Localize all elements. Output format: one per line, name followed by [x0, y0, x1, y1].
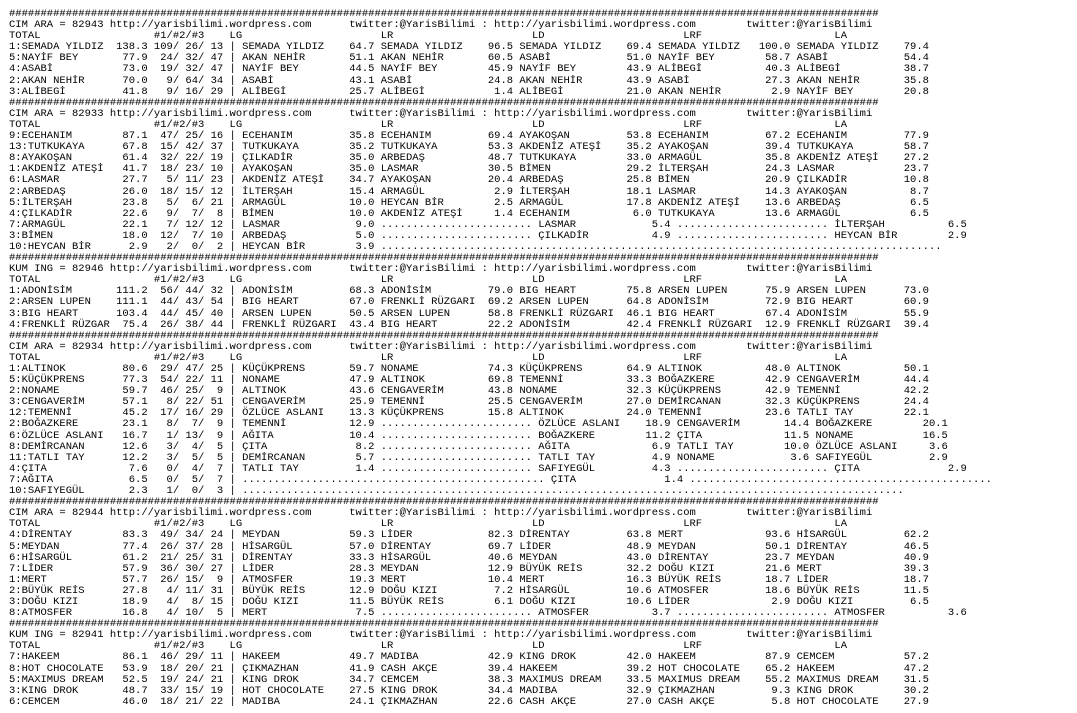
race-header-line: KUM ING = 82941 http://yarisbilimi.wordpress.com twitter:@YarisBilimi : http://yarisbilimi.wordpress.com twitter:@YarisBilimi [9, 629, 873, 642]
race-header-line: CIM ARA = 82943 http://yarisbilimi.wordpress.com twitter:@YarisBilimi : http://yarisbilimi.wordpress.com twitter:@YarisBilimi [9, 19, 873, 32]
race-block [9, 508, 1077, 619]
race-header-line: CIM ARA = 82934 http://yarisbilimi.wordpress.com twitter:@YarisBilimi : http://yarisbilimi.wordpress.com twitter:@YarisBilimi [9, 340, 873, 353]
separator-line: ########################################################################################################################################## [9, 497, 879, 509]
result-row: 2:BÜYÜK REİS 27.8 4/ 11/ 31 | BÜYÜK REİS 12.9 DOĞU KIZI 7.2 HİSARGÜL 10.6 ATMOSFER 18.6 BÜYÜK REİS 11.5 [9, 584, 929, 597]
result-row: 1:AKDENİZ ATEŞİ 41.7 18/ 23/ 10 | AYAKOŞAN 35.0 LASMAR 30.5 BİMEN 29.2 İLTERŞAH 24.3 LASMAR 23.7 [9, 163, 929, 176]
result-row: 4:ÇILKADİR 22.6 9/ 7/ 8 | BİMEN 10.0 AKDENİZ ATEŞİ 1.4 ECEHANIM 6.0 TUTKUKAYA 13.6 ARMAGÜL 6.5 [9, 207, 929, 220]
result-row: 7:ARMAGÜL 22.1 7/ 12/ 12 | LASMAR 9.0 ........................ LASMAR 5.4 ........................ İLTERŞAH 6.5 [9, 218, 967, 231]
result-row: 8:HOT CHOCOLATE 53.9 18/ 20/ 21 | ÇIKMAZHAN 41.9 CASH AKÇE 39.4 HAKEEM 39.2 HOT CHOCOLATE 65.2 HAKEEM 47.2 [9, 662, 929, 675]
result-row: 5:MEYDAN 77.4 26/ 37/ 28 | HİSARGÜL 57.0 DİRENTAY 69.7 LİDER 48.9 MEYDAN 50.1 DİRENTAY 46.5 [9, 540, 929, 553]
result-row: 5:İLTERŞAH 23.8 5/ 6/ 21 | ARMAGÜL 10.0 HEYCAN BİR 2.5 ARMAGÜL 17.8 AKDENİZ ATEŞİ 13.6 ARBEDAŞ 6.5 [9, 196, 929, 209]
result-row: 1:MERT 57.7 26/ 15/ 9 | ATMOSFER 19.3 MERT 10.4 MERT 16.3 BÜYÜK REİS 18.7 LİDER 18.7 [9, 573, 929, 586]
result-row: 10:HEYCAN BİR 2.9 2/ 0/ 2 | HEYCAN BİR 3.9 ......................................................................................... [9, 240, 942, 253]
result-row: 3:CENGAVERİM 57.1 8/ 22/ 51 | CENGAVERİM 25.9 TEMENNİ 25.5 CENGAVERİM 27.0 DEMİRCANAN 32.3 KÜÇÜKPRENS 24.4 [9, 396, 929, 409]
race-block [9, 109, 1077, 253]
result-row: 5:NAYİF BEY 77.9 24/ 32/ 47 | AKAN NEHİR 51.1 AKAN NEHİR 60.5 ASABİ 51.0 NAYİF BEY 58.7 ASABİ 54.4 [9, 52, 929, 65]
result-row: 12:TEMENNİ 45.2 17/ 16/ 29 | ÖZLÜCE ASLANI 13.3 KÜÇÜKPRENS 15.8 ALTINOK 24.0 TEMENNİ 23.6 TATLI TAY 22.1 [9, 407, 929, 420]
result-row: 3:BIG HEART 103.4 44/ 45/ 40 | ARSEN LUPEN 50.5 ARSEN LUPEN 58.8 FRENKLİ RÜZGARI 46.1 BIG HEART 67.4 ADONİSİM 55.9 [9, 307, 929, 320]
race-block [9, 342, 1077, 497]
result-row: 2:ARBEDAŞ 26.0 18/ 15/ 12 | İLTERŞAH 15.4 ARMAGÜL 2.9 İLTERŞAH 18.1 LASMAR 14.3 AYAKOŞAN 8.7 [9, 185, 929, 198]
race-block [9, 264, 1077, 331]
separator-line: ########################################################################################################################################## [9, 97, 879, 109]
column-header-line: TOTAL #1/#2/#3 LG LR LD LRF LA [9, 274, 848, 287]
result-row: 8:DEMİRCANAN 12.6 3/ 4/ 5 | ÇITA 8.2 ........................ AĞITA 6.9 TATLI TAY 10.0 ÖZLÜCE ASLANI 3.6 [9, 440, 948, 453]
result-row: 3:KING DROK 48.7 33/ 15/ 19 | HOT CHOCOLATE 27.5 KING DROK 34.4 MADIBA 32.9 ÇIKMAZHAN 9.3 KING DROK 30.2 [9, 684, 929, 697]
column-header-line: TOTAL #1/#2/#3 LG LR LD LRF LA [9, 640, 848, 653]
result-row: 2:AKAN NEHİR 70.0 9/ 64/ 34 | ASABİ 43.1 ASABİ 24.8 AKAN NEHİR 43.9 ASABİ 27.3 AKAN NEHİR 35.8 [9, 74, 929, 87]
result-row: 3:DOĞU KIZI 18.9 4/ 8/ 15 | DOĞU KIZI 11.5 BÜYÜK REİS 6.1 DOĞU KIZI 10.6 LİDER 2.9 DOĞU KIZI 6.5 [9, 595, 929, 608]
result-row: 6:CEMCEM 46.0 18/ 21/ 22 | MADIBA 24.1 ÇIKMAZHAN 22.6 CASH AKÇE 27.0 CASH AKÇE 5.8 HOT CHOCOLATE 27.9 [9, 695, 929, 708]
result-row: 1:ALTINOK 80.6 29/ 47/ 25 | KÜÇÜKPRENS 59.7 NONAME 74.3 KÜÇÜKPRENS 64.9 ALTINOK 48.0 ALTINOK 50.1 [9, 363, 929, 375]
column-header-line: TOTAL #1/#2/#3 LG LR LD LRF LA [9, 351, 848, 364]
result-row: 5:MAXIMUS DREAM 52.5 19/ 24/ 21 | KING DROK 34.7 CEMCEM 38.3 MAXIMUS DREAM 33.5 MAXIMUS DREAM 55.2 MAXIMUS DREAM 31.5 [9, 673, 929, 686]
result-row: 1:ADONİSİM 111.2 56/ 44/ 32 | ADONİSİM 68.3 ADONİSİM 79.0 BIG HEART 75.8 ARSEN LUPEN 75.9 ARSEN LUPEN 73.0 [9, 285, 929, 298]
result-row: 2:ARSEN LUPEN 111.1 44/ 43/ 54 | BIG HEART 67.0 FRENKLİ RÜZGARI 69.2 ARSEN LUPEN 64.8 ADONİSİM 72.9 BIG HEART 60.9 [9, 296, 929, 309]
result-row: 6:LASMAR 27.7 5/ 11/ 23 | AKDENİZ ATEŞİ 34.7 AYAKOŞAN 20.4 ARBEDAŞ 25.8 BİMEN 20.9 ÇILKADİR 10.8 [9, 174, 929, 187]
result-row: 1:SEMADA YILDIZ 138.3 109/ 26/ 13 | SEMADA YILDIZ 64.7 SEMADA YILDIZ 96.5 SEMADA YILDIZ 69.4 SEMADA YILDIZ 100.0 SEMADA YILDIZ 79.4 [9, 41, 929, 54]
result-row: 4:ASABİ 73.0 19/ 32/ 47 | NAYİF BEY 44.5 NAYİF BEY 45.9 NAYİF BEY 43.9 ALİBEGİ 40.3 ALİBEGİ 38.7 [9, 63, 929, 76]
result-row: 5:KÜÇÜKPRENS 77.3 54/ 22/ 11 | NONAME 47.9 ALTINOK 69.8 TEMENNİ 33.3 BOĞAZKERE 42.9 CENGAVERİM 44.4 [9, 374, 929, 387]
race-header-line: CIM ARA = 82933 http://yarisbilimi.wordpress.com twitter:@YarisBilimi : http://yarisbilimi.wordpress.com twitter:@YarisBilimi [9, 107, 873, 120]
race-header-line: CIM ARA = 82944 http://yarisbilimi.wordpress.com twitter:@YarisBilimi : http://yarisbilimi.wordpress.com twitter:@YarisBilimi [9, 507, 873, 520]
result-row: 7:AĞITA 6.5 0/ 5/ 7 | ................................................ ÇITA 1.4 ................................................ [9, 473, 992, 486]
race-block [9, 20, 1077, 98]
result-row: 8:AYAKOŞAN 61.4 32/ 22/ 19 | ÇILKADİR 35.0 ARBEDAŞ 48.7 TUTKUKAYA 33.0 ARMAGÜL 35.8 AKDENİZ ATEŞİ 27.2 [9, 152, 929, 165]
result-row: 8:ATMOSFER 16.8 4/ 10/ 5 | MERT 7.5 ........................ ATMOSFER 3.7 ........................ ATMOSFER 3.6 [9, 607, 967, 620]
separator-line: ########################################################################################################################################## [9, 619, 879, 631]
result-row: 6:ÖZLÜCE ASLANI 16.7 1/ 13/ 9 | AĞITA 10.4 ........................ BOĞAZKERE 11.2 ÇITA 11.5 NONAME 16.5 [9, 429, 948, 442]
result-row: 7:HAKEEM 86.1 46/ 29/ 11 | HAKEEM 49.7 MADIBA 42.9 KING DROK 42.0 HAKEEM 87.9 CEMCEM 57.2 [9, 651, 929, 664]
result-row: 2:BOĞAZKERE 23.1 8/ 7/ 9 | TEMENNİ 12.9 ........................ ÖZLÜCE ASLANI 18.9 CENGAVERİM 14.4 BOĞAZKERE 20.1 [9, 418, 948, 431]
separator-line: ########################################################################################################################################## [9, 330, 879, 342]
result-row: 3:ALİBEGİ 41.8 9/ 16/ 29 | ALİBEGİ 25.7 ALİBEGİ 1.4 ALİBEGİ 21.0 AKAN NEHİR 2.9 NAYİF BEY 20.8 [9, 85, 929, 98]
result-row: 4:ÇITA 7.6 0/ 4/ 7 | TATLI TAY 1.4 ........................ SAFIYEGÜL 4.3 ........................ ÇITA 2.9 [9, 462, 967, 475]
result-row: 2:NONAME 59.7 46/ 25/ 9 | ALTINOK 43.6 CENGAVERİM 43.8 NONAME 32.3 KÜÇÜKPRENS 42.9 TEMENNİ 42.2 [9, 385, 929, 398]
result-row: 4:FRENKLİ RÜZGAR 75.4 26/ 38/ 44 | FRENKLİ RÜZGARI 43.4 BIG HEART 22.2 ADONİSİM 42.4 FRENKLİ RÜZGARI 12.9 FRENKLİ RÜZGARI 39.4 [9, 318, 929, 331]
column-header-line: TOTAL #1/#2/#3 LG LR LD LRF LA [9, 118, 848, 131]
result-row: 6:HİSARGÜL 61.2 21/ 25/ 31 | DİRENTAY 33.3 HİSARGÜL 40.6 MEYDAN 43.0 DİRENTAY 23.7 MEYDAN 40.9 [9, 551, 929, 564]
result-row: 9:ECEHANIM 87.1 47/ 25/ 16 | ECEHANIM 35.8 ECEHANIM 69.4 AYAKOŞAN 53.8 ECEHANIM 67.2 ECEHANIM 77.9 [9, 130, 929, 143]
result-row: 4:DİRENTAY 83.3 49/ 34/ 24 | MEYDAN 59.3 LİDER 82.3 DİRENTAY 63.8 MERT 93.6 HİSARGÜL 62.2 [9, 529, 929, 542]
column-header-line: TOTAL #1/#2/#3 LG LR LD LRF LA [9, 518, 848, 531]
separator-line: ########################################################################################################################################## [9, 9, 879, 20]
result-row: 3:BİMEN 18.0 12/ 7/ 10 | ARBEDAŞ 5.0 ........................ ÇILKADİR 4.9 ........................ HEYCAN BİR 2.9 [9, 229, 967, 242]
column-header-line: TOTAL #1/#2/#3 LG LR LD LRF LA [9, 30, 848, 43]
race-header-line: KUM ING = 82946 http://yarisbilimi.wordpress.com twitter:@YarisBilimi : http://yarisbilimi.wordpress.com twitter:@YarisBilimi [9, 263, 873, 276]
race-block [9, 630, 1077, 708]
separator-line: ########################################################################################################################################## [9, 253, 879, 265]
result-row: 13:TUTKUKAYA 67.8 15/ 42/ 37 | TUTKUKAYA 35.2 TUTKUKAYA 53.3 AKDENİZ ATEŞİ 35.2 AYAKOŞAN 39.4 TUTKUKAYA 58.7 [9, 141, 929, 154]
result-row: 11:TATLI TAY 12.2 3/ 5/ 5 | DEMİRCANAN 5.7 ........................ TATLI TAY 4.9 NONAME 3.6 SAFIYEGÜL 2.9 [9, 451, 948, 464]
result-row: 10:SAFIYEGÜL 2.3 1/ 0/ 3 | ......................................................................................................... [9, 485, 904, 498]
result-row: 7:LİDER 57.9 36/ 30/ 27 | LİDER 28.3 MEYDAN 12.9 BÜYÜK REİS 32.2 DOĞU KIZI 21.6 MERT 39.3 [9, 562, 929, 575]
